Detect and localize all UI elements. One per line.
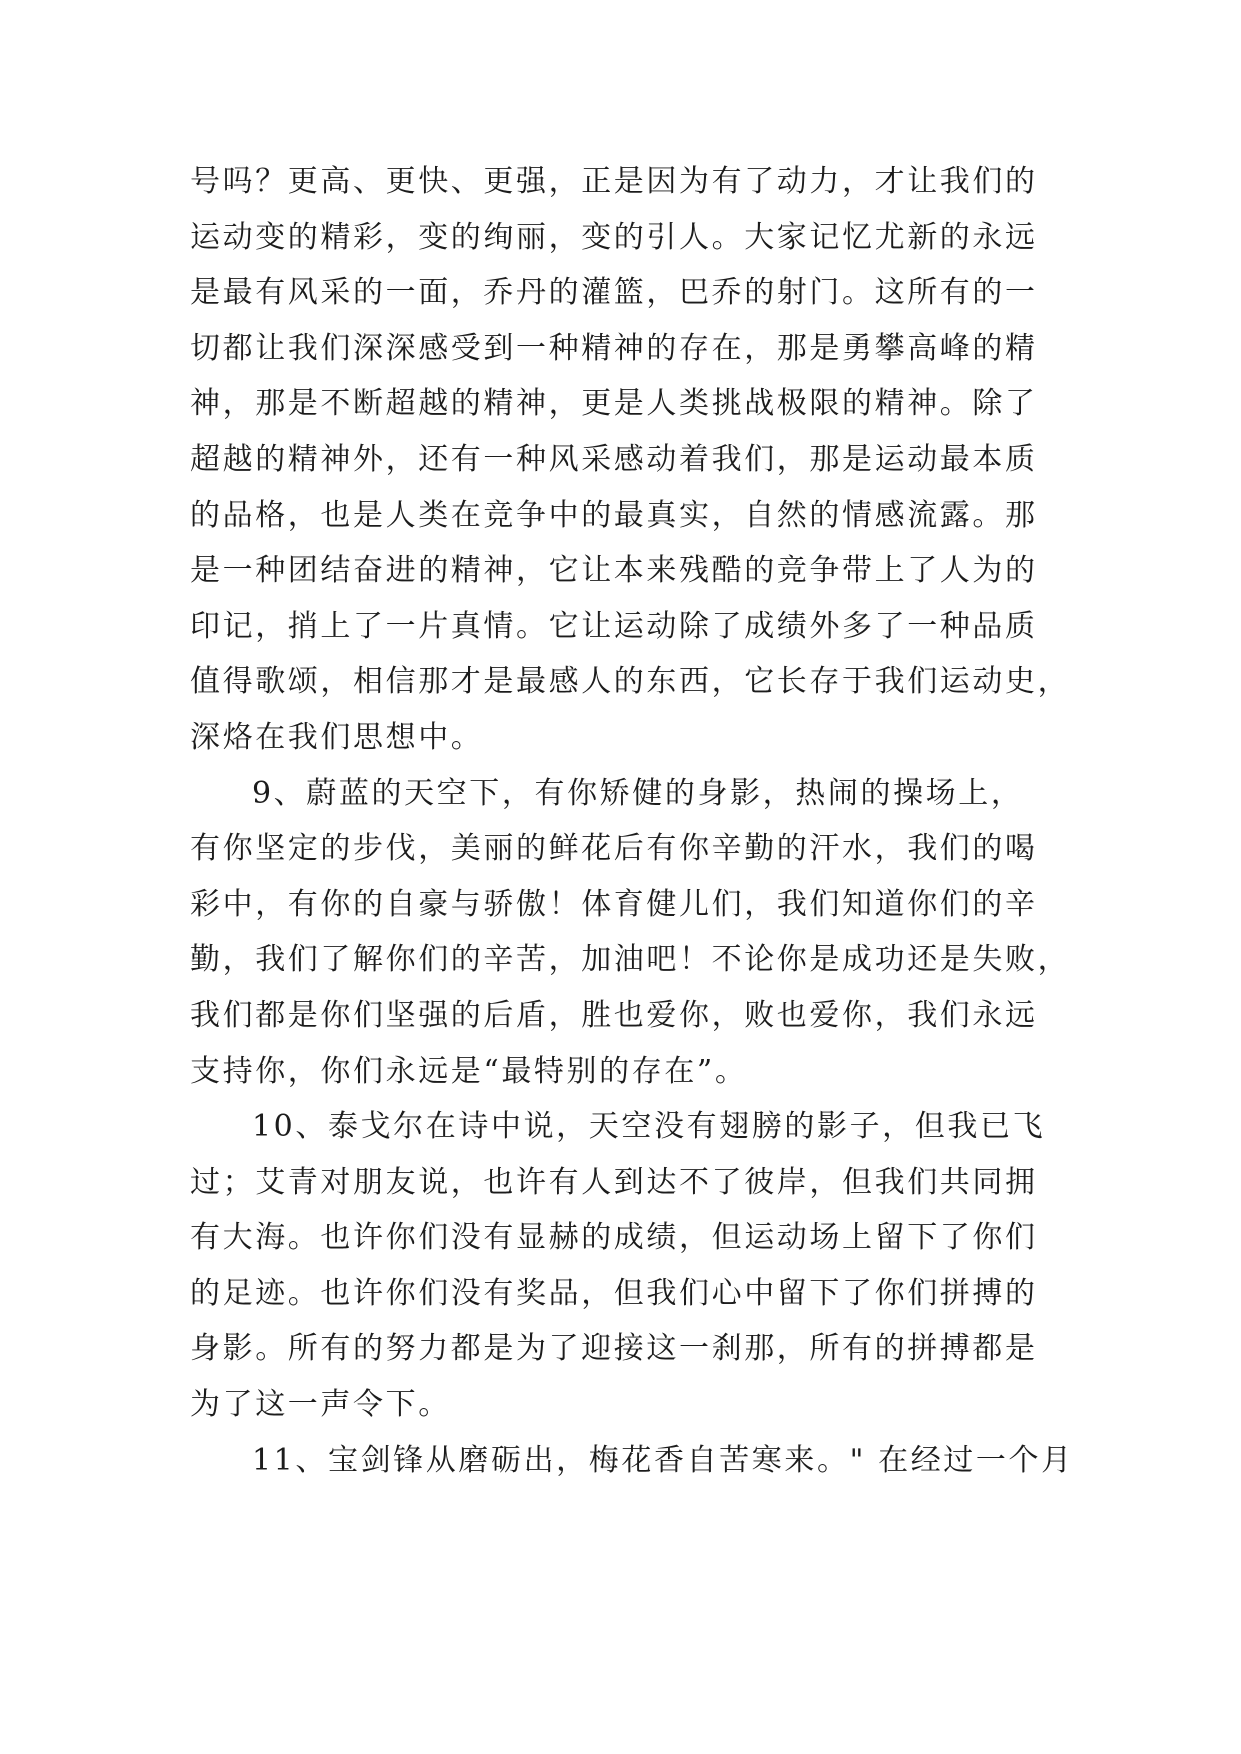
text-line: 印记，捎上了一片真情。它让运动除了成绩外多了一种品质 bbox=[190, 608, 1038, 644]
text-line: 有大海。也许你们没有显赫的成绩，但运动场上留下了你们 bbox=[190, 1220, 1038, 1256]
paragraph-10-first-line: 10、泰戈尔在诗中说，天空没有翅膀的影子，但我已飞 bbox=[252, 1109, 1046, 1145]
text-line: 勤，我们了解你们的辛苦，加油吧！不论你是成功还是失败， bbox=[190, 942, 1071, 978]
text-line: 的足迹。也许你们没有奖品，但我们心中留下了你们拼搏的 bbox=[190, 1275, 1038, 1311]
text-line: 彩中，有你的自豪与骄傲！体育健儿们，我们知道你们的辛 bbox=[190, 886, 1038, 922]
text-line: 过；艾青对朋友说，也许有人到达不了彼岸，但我们共同拥 bbox=[190, 1164, 1038, 1200]
text-line: 切都让我们深深感受到一种精神的存在，那是勇攀高峰的精 bbox=[190, 330, 1038, 366]
paragraph-11-first-line: 11、宝剑锋从磨砺出，梅花香自苦寒来。" 在经过一个月 bbox=[252, 1442, 1074, 1478]
text-line: 的品格，也是人类在竞争中的最真实，自然的情感流露。那 bbox=[190, 497, 1038, 533]
text-line: 神，那是不断超越的精神，更是人类挑战极限的精神。除了 bbox=[190, 386, 1038, 422]
text-line: 有你坚定的步伐，美丽的鲜花后有你辛勤的汗水，我们的喝 bbox=[190, 831, 1038, 867]
text-line: 号吗？更高、更快、更强，正是因为有了动力，才让我们的 bbox=[190, 164, 1038, 199]
text-line: 值得歌颂，相信那才是最感人的东西，它长存于我们运动史， bbox=[190, 664, 1071, 700]
text-line: 超越的精神外，还有一种风采感动着我们，那是运动最本质 bbox=[190, 441, 1038, 477]
paragraph-9-first-line: 9、蔚蓝的天空下，有你矫健的身影，热闹的操场上， bbox=[252, 775, 1024, 811]
text-line: 身影。所有的努力都是为了迎接这一刹那，所有的拼搏都是 bbox=[190, 1331, 1038, 1367]
text-line: 支持你，你们永远是“最特别的存在”。 bbox=[190, 1053, 748, 1089]
text-line: 为了这一声令下。 bbox=[190, 1387, 451, 1423]
document-body-text bbox=[190, 154, 1074, 1488]
text-line: 我们都是你们坚强的后盾，胜也爱你，败也爱你，我们永远 bbox=[190, 997, 1038, 1033]
text-line: 深烙在我们思想中。 bbox=[190, 719, 484, 755]
text-line: 是最有风采的一面，乔丹的灌篮，巴乔的射门。这所有的一 bbox=[190, 275, 1038, 311]
text-line: 运动变的精彩，变的绚丽，变的引人。大家记忆尤新的永远 bbox=[190, 219, 1038, 255]
text-line: 是一种团结奋进的精神，它让本来残酷的竞争带上了人为的 bbox=[190, 553, 1038, 589]
